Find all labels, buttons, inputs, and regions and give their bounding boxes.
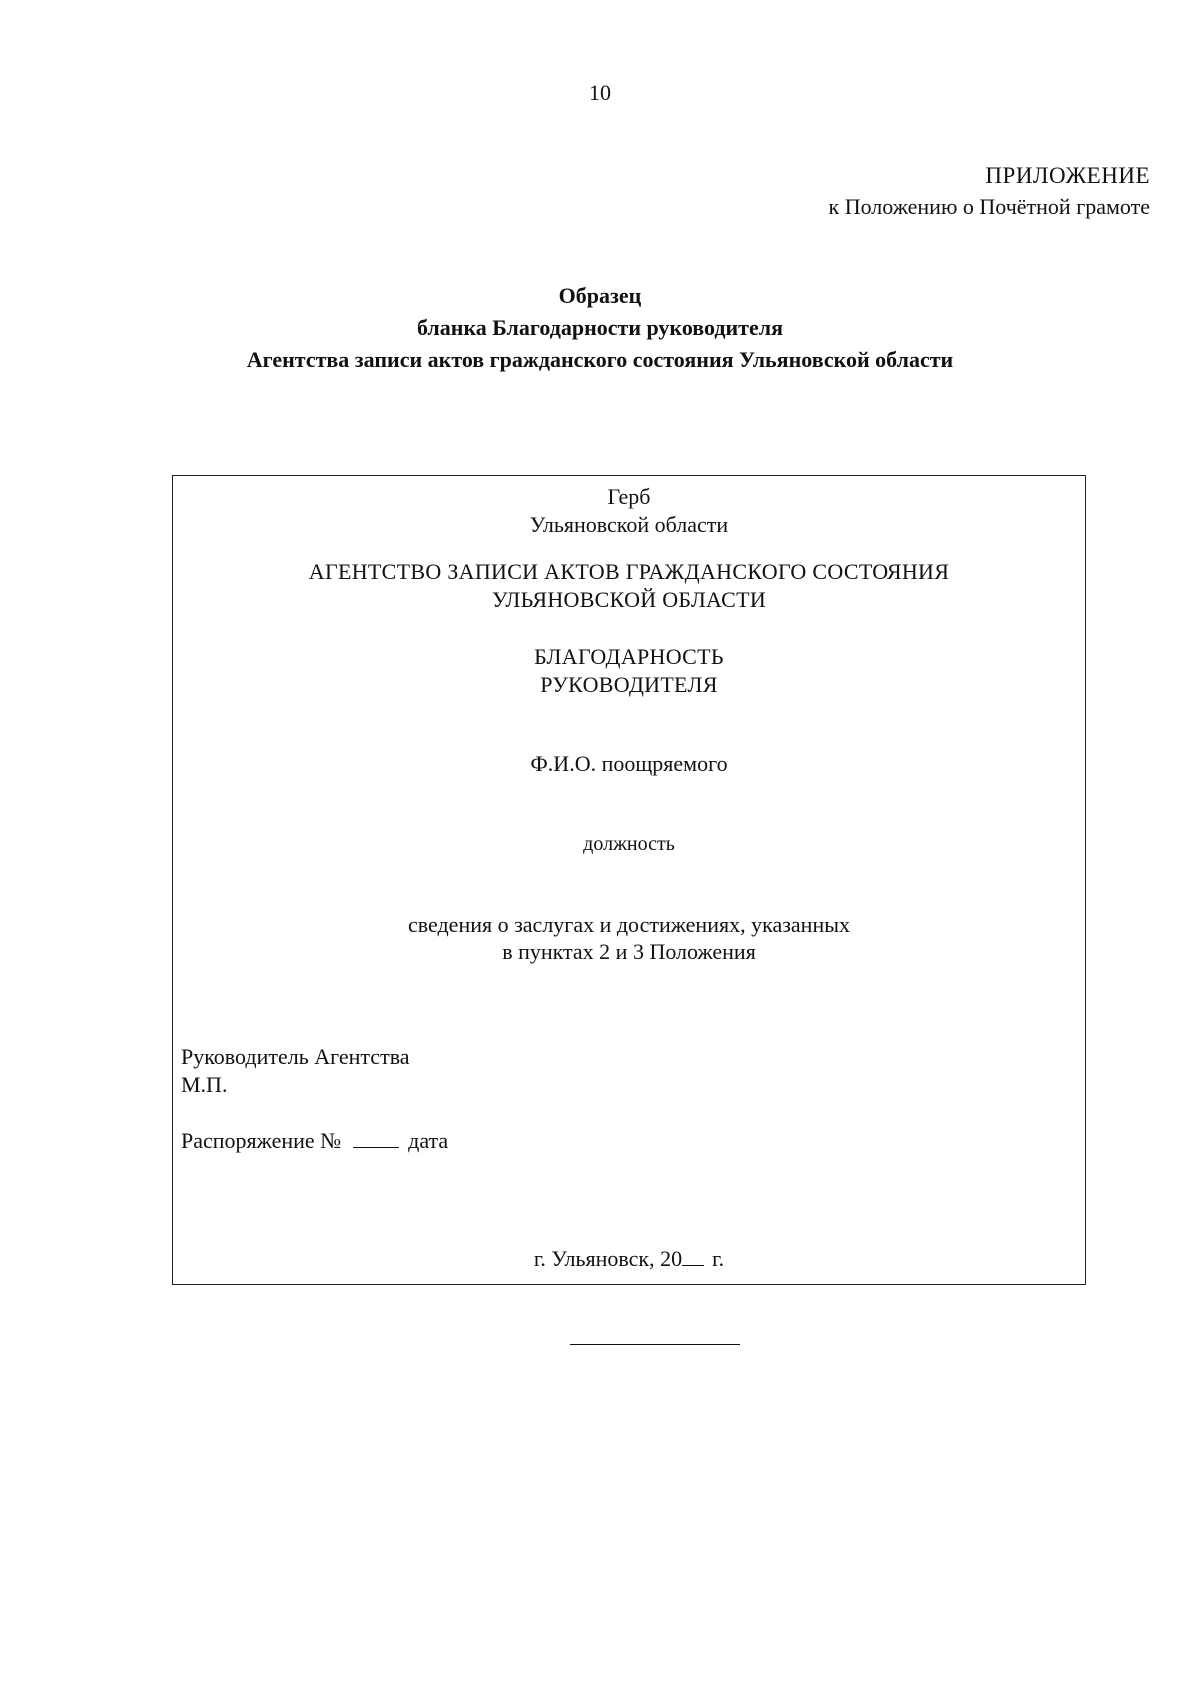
place-prefix: г. Ульяновск, 20	[533, 1246, 683, 1271]
award-title-line-2: РУКОВОДИТЕЛЯ	[540, 672, 718, 697]
gratitude-form-frame	[172, 475, 1086, 1285]
appendix-header	[829, 160, 1150, 222]
recipient-name-placeholder: Ф.И.О. поощряемого	[530, 751, 728, 776]
place-year-line	[173, 1246, 1085, 1272]
merits-line-1: сведения о заслугах и достижениях, указанных	[407, 912, 851, 937]
year-blank	[682, 1247, 704, 1266]
emblem-label: Герб	[607, 484, 651, 509]
order-number-blank	[353, 1129, 399, 1148]
award-title-line-1: БЛАГОДАРНОСТЬ	[534, 644, 724, 669]
place-suffix: г.	[712, 1246, 725, 1271]
sample-heading-line-1: Образец	[558, 283, 642, 308]
closing-divider	[570, 1344, 740, 1345]
emblem-region: Ульяновской области	[529, 512, 729, 537]
order-line	[181, 1128, 448, 1154]
page-number: 10	[589, 80, 611, 105]
position-placeholder: должность	[583, 833, 675, 855]
appendix-title: ПРИЛОЖЕНИЕ	[985, 163, 1150, 188]
head-title: Руководитель Агентства	[181, 1044, 410, 1069]
seal-mark: М.П.	[181, 1072, 228, 1097]
sample-heading-line-2: бланка Благодарности руководителя	[416, 315, 783, 340]
sample-heading	[0, 280, 1200, 376]
order-date-label: дата	[408, 1128, 449, 1153]
merits-line-2: в пунктах 2 и 3 Положения	[502, 939, 756, 964]
agency-name-line-2: УЛЬЯНОВСКОЙ ОБЛАСТИ	[491, 587, 767, 612]
sample-heading-line-3: Агентства записи актов гражданского состояния Ульяновской области	[246, 347, 954, 372]
agency-name-line-1: АГЕНТСТВО ЗАПИСИ АКТОВ ГРАЖДАНСКОГО СОСТОЯНИЯ	[308, 559, 950, 584]
order-label: Распоряжение №	[181, 1128, 342, 1153]
appendix-subtitle: к Положению о Почётной грамоте	[828, 194, 1150, 219]
